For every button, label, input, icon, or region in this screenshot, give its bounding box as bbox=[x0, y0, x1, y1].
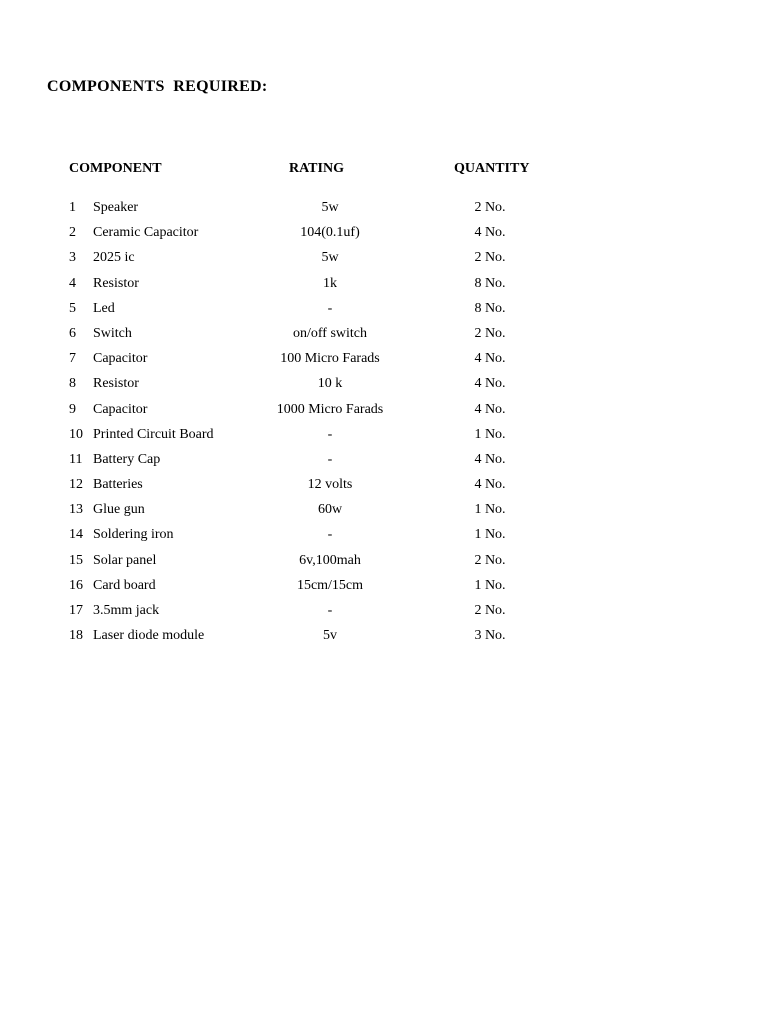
component-quantity: 4 No. bbox=[474, 351, 506, 367]
table-row bbox=[0, 450, 768, 475]
table-row bbox=[0, 551, 768, 576]
component-quantity: 1 No. bbox=[474, 527, 506, 543]
component-name: 2025 ic bbox=[93, 250, 135, 266]
component-quantity: 2 No. bbox=[474, 325, 506, 341]
row-number: 3 bbox=[69, 250, 76, 266]
component-name: Switch bbox=[93, 325, 132, 341]
table-row bbox=[0, 601, 768, 626]
table-row bbox=[0, 374, 768, 399]
component-name: Glue gun bbox=[93, 502, 145, 518]
table-row bbox=[0, 324, 768, 349]
component-rating: 5v bbox=[323, 628, 337, 644]
row-number: 5 bbox=[69, 300, 76, 316]
component-rating: 100 Micro Farads bbox=[280, 351, 380, 367]
table-row bbox=[0, 475, 768, 500]
component-rating: 1k bbox=[323, 275, 337, 291]
row-number: 16 bbox=[69, 577, 83, 593]
component-name: Solar panel bbox=[93, 552, 157, 568]
component-name: Resistor bbox=[93, 376, 139, 392]
row-number: 15 bbox=[69, 552, 83, 568]
component-name: Capacitor bbox=[93, 351, 148, 367]
component-name: Capacitor bbox=[93, 401, 148, 417]
component-quantity: 3 No. bbox=[474, 628, 506, 644]
row-number: 17 bbox=[69, 603, 83, 618]
component-rating: on/off switch bbox=[292, 325, 367, 341]
component-quantity: 1 No. bbox=[474, 502, 506, 518]
row-number: 4 bbox=[69, 275, 76, 291]
component-rating: 15cm/15cm bbox=[296, 577, 364, 593]
component-name: Card board bbox=[93, 577, 156, 593]
component-quantity: 1 No. bbox=[474, 577, 506, 593]
column-header-quantity: QUANTITY bbox=[454, 161, 530, 176]
component-name: Battery Cap bbox=[93, 451, 161, 467]
component-rating: 10 k bbox=[317, 376, 343, 392]
component-quantity: 4 No. bbox=[474, 376, 506, 392]
row-number: 11 bbox=[69, 451, 83, 467]
component-name: Led bbox=[93, 300, 115, 316]
component-rating: - bbox=[327, 603, 333, 618]
component-name: Speaker bbox=[93, 200, 139, 215]
table-row bbox=[0, 274, 768, 299]
component-quantity: 8 No. bbox=[474, 275, 506, 291]
row-number: 18 bbox=[69, 628, 83, 644]
component-quantity: 8 No. bbox=[474, 300, 506, 316]
component-quantity: 4 No. bbox=[474, 477, 506, 493]
table-row bbox=[0, 248, 768, 273]
component-rating: - bbox=[327, 451, 333, 467]
component-rating: 1000 Micro Farads bbox=[276, 401, 384, 417]
row-number: 1 bbox=[69, 200, 76, 215]
row-number: 14 bbox=[69, 527, 83, 543]
component-name: Printed Circuit Board bbox=[93, 426, 214, 442]
component-rating: 6v,100mah bbox=[299, 552, 361, 568]
component-rating: 5w bbox=[321, 200, 339, 215]
component-name: 3.5mm jack bbox=[93, 603, 160, 618]
component-name: Soldering iron bbox=[93, 527, 174, 543]
table-row bbox=[0, 349, 768, 374]
row-number: 8 bbox=[69, 376, 76, 392]
component-rating: 104(0.1uf) bbox=[300, 225, 360, 241]
row-number: 13 bbox=[69, 502, 83, 518]
component-quantity: 1 No. bbox=[474, 426, 506, 442]
table-row bbox=[0, 626, 768, 651]
table-row bbox=[0, 198, 768, 223]
component-rating: 5w bbox=[321, 250, 339, 266]
component-rating: - bbox=[327, 426, 333, 442]
table-row bbox=[0, 400, 768, 425]
component-rating: - bbox=[327, 300, 333, 316]
page-title: COMPONENTS REQUIRED: bbox=[47, 78, 268, 95]
component-quantity: 2 No. bbox=[474, 250, 506, 266]
table-row bbox=[0, 576, 768, 601]
component-quantity: 4 No. bbox=[474, 451, 506, 467]
component-rating: 12 volts bbox=[307, 477, 353, 493]
component-name: Batteries bbox=[93, 477, 143, 493]
table-row bbox=[0, 525, 768, 550]
component-quantity: 2 No. bbox=[474, 603, 506, 618]
row-number: 7 bbox=[69, 351, 76, 367]
component-quantity: 2 No. bbox=[474, 552, 506, 568]
row-number: 6 bbox=[69, 325, 76, 341]
component-quantity: 4 No. bbox=[474, 401, 506, 417]
table-row bbox=[0, 223, 768, 248]
row-number: 9 bbox=[69, 401, 76, 417]
table-row bbox=[0, 500, 768, 525]
column-header-component: COMPONENT bbox=[69, 161, 162, 176]
column-header-rating: RATING bbox=[289, 161, 344, 176]
table-row bbox=[0, 299, 768, 324]
component-quantity: 4 No. bbox=[474, 225, 506, 241]
table-row bbox=[0, 425, 768, 450]
component-name: Resistor bbox=[93, 275, 139, 291]
row-number: 12 bbox=[69, 477, 83, 493]
components-table bbox=[0, 198, 768, 651]
component-quantity: 2 No. bbox=[474, 200, 506, 215]
component-name: Laser diode module bbox=[93, 628, 205, 644]
component-rating: - bbox=[327, 527, 333, 543]
component-name: Ceramic Capacitor bbox=[93, 225, 199, 241]
row-number: 10 bbox=[69, 426, 83, 442]
row-number: 2 bbox=[69, 225, 76, 241]
component-rating: 60w bbox=[317, 502, 343, 518]
